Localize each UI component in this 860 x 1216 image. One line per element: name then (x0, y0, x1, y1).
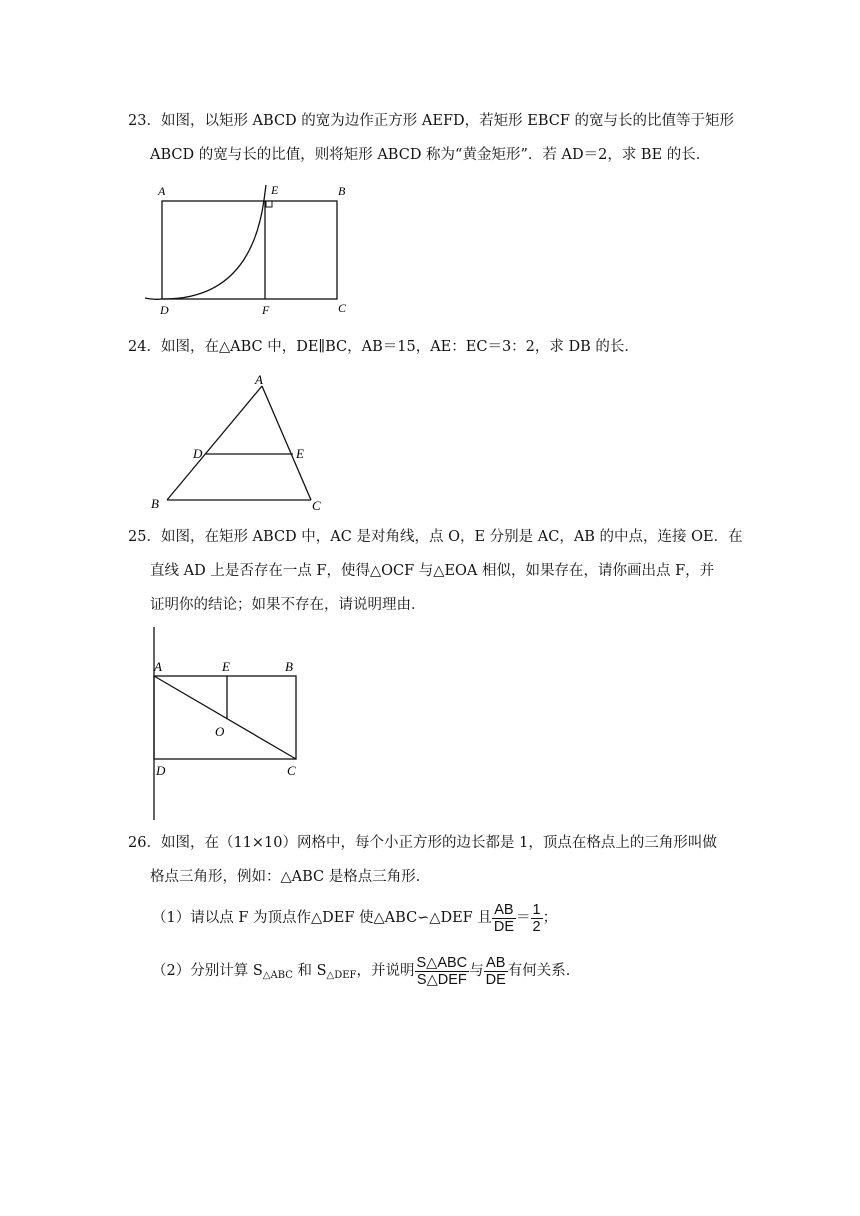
q23-line1: 23．如图，以矩形 ABCD 的宽为边作正方形 AEFD，若矩形 EBCF 的宽与长的比值等于矩形 (128, 113, 735, 129)
q26-part2-end: 有何关系． (507, 963, 581, 979)
q26-part2-fden: S△DEF (416, 971, 467, 988)
q24-label-d: D (193, 446, 203, 461)
q26-part2-fraction-area (415, 955, 470, 988)
q26-part2-prefix: （2）分别计算 S (152, 963, 263, 979)
q26-part1-end: ； (542, 910, 558, 926)
q26-part1-den: DE (493, 918, 515, 935)
q23-figure (140, 180, 370, 325)
q23-line2: ABCD 的宽与长的比值，则将矩形 ABCD 称为“黄金矩形”．若 AD＝2，求 BE 的长． (150, 147, 711, 163)
q23-label-c: C (338, 301, 347, 315)
q25-label-e: E (222, 659, 230, 674)
q24-label-c: C (312, 498, 321, 513)
q26-part2-gden: DE (485, 971, 506, 988)
q26-part1 (152, 897, 557, 939)
q26-part2-sub2: △DEF (326, 970, 357, 981)
q25-line1: 25．如图，在矩形 ABCD 中，AC 是对角线，点 O，E 分别是 AC，AB 的中点，连接 OE．在 (128, 529, 743, 545)
q26-part1-eq: ＝ (516, 910, 531, 926)
q26-part2-fnum: S△ABC (416, 954, 468, 971)
q24-label-b: B (151, 496, 159, 511)
q24-label-a: A (255, 372, 263, 387)
q26-part1-num: AB (492, 902, 516, 919)
q24-label-e: E (296, 446, 304, 461)
q25-label-o: O (215, 724, 225, 739)
q26-part1-fraction-ab-de (492, 902, 516, 935)
q26-part1-prefix: （1）请以点 F 为顶点作△DEF 使△ABC∽△DEF 且 (152, 910, 492, 926)
q25-line3: 证明你的结论；如果不存在，请说明理由． (150, 597, 426, 613)
q26-part1-rden: 2 (532, 918, 541, 935)
q23-label-d: D (160, 303, 169, 317)
q23-label-b: B (338, 184, 346, 198)
q24-line1: 24．如图，在△ABC 中，DE∥BC，AB＝15，AE：EC＝3：2，求 DB 的长． (128, 339, 639, 355)
q26-line2: 格点三角形，例如：△ABC 是格点三角形． (150, 869, 431, 885)
q26-line1: 26．如图，在（11×10）网格中，每个小正方形的边长都是 1，顶点在格点上的三角形叫做 (128, 835, 717, 851)
q26-part2-sub1: △ABC (262, 970, 293, 981)
q25-label-c: C (287, 763, 296, 778)
q25-line2: 直线 AD 上是否存在一点 F，使得△OCF 与△EOA 相似，如果存在，请你画出点 F，并 (150, 563, 715, 579)
q23-label-a: A (158, 184, 166, 198)
q26-part2-gnum: AB (484, 955, 508, 972)
q25-label-d: D (156, 763, 166, 778)
q26-part2-with: 与 (469, 963, 484, 979)
q23-label-e: E (271, 183, 279, 197)
q26-part2-fraction-ab-de (484, 955, 508, 988)
q25-label-b: B (285, 659, 293, 674)
q24-figure (145, 370, 335, 515)
q26-part2-and: 和 S (292, 963, 327, 979)
q23-label-f: F (262, 303, 270, 317)
q26-part2-mid: ，并说明 (356, 963, 415, 979)
q26-part2 (152, 950, 580, 992)
q26-part1-fraction-one-half (531, 902, 543, 935)
q26-part1-rnum: 1 (532, 901, 541, 918)
q25-figure (140, 625, 320, 825)
q25-label-a: A (154, 659, 162, 674)
